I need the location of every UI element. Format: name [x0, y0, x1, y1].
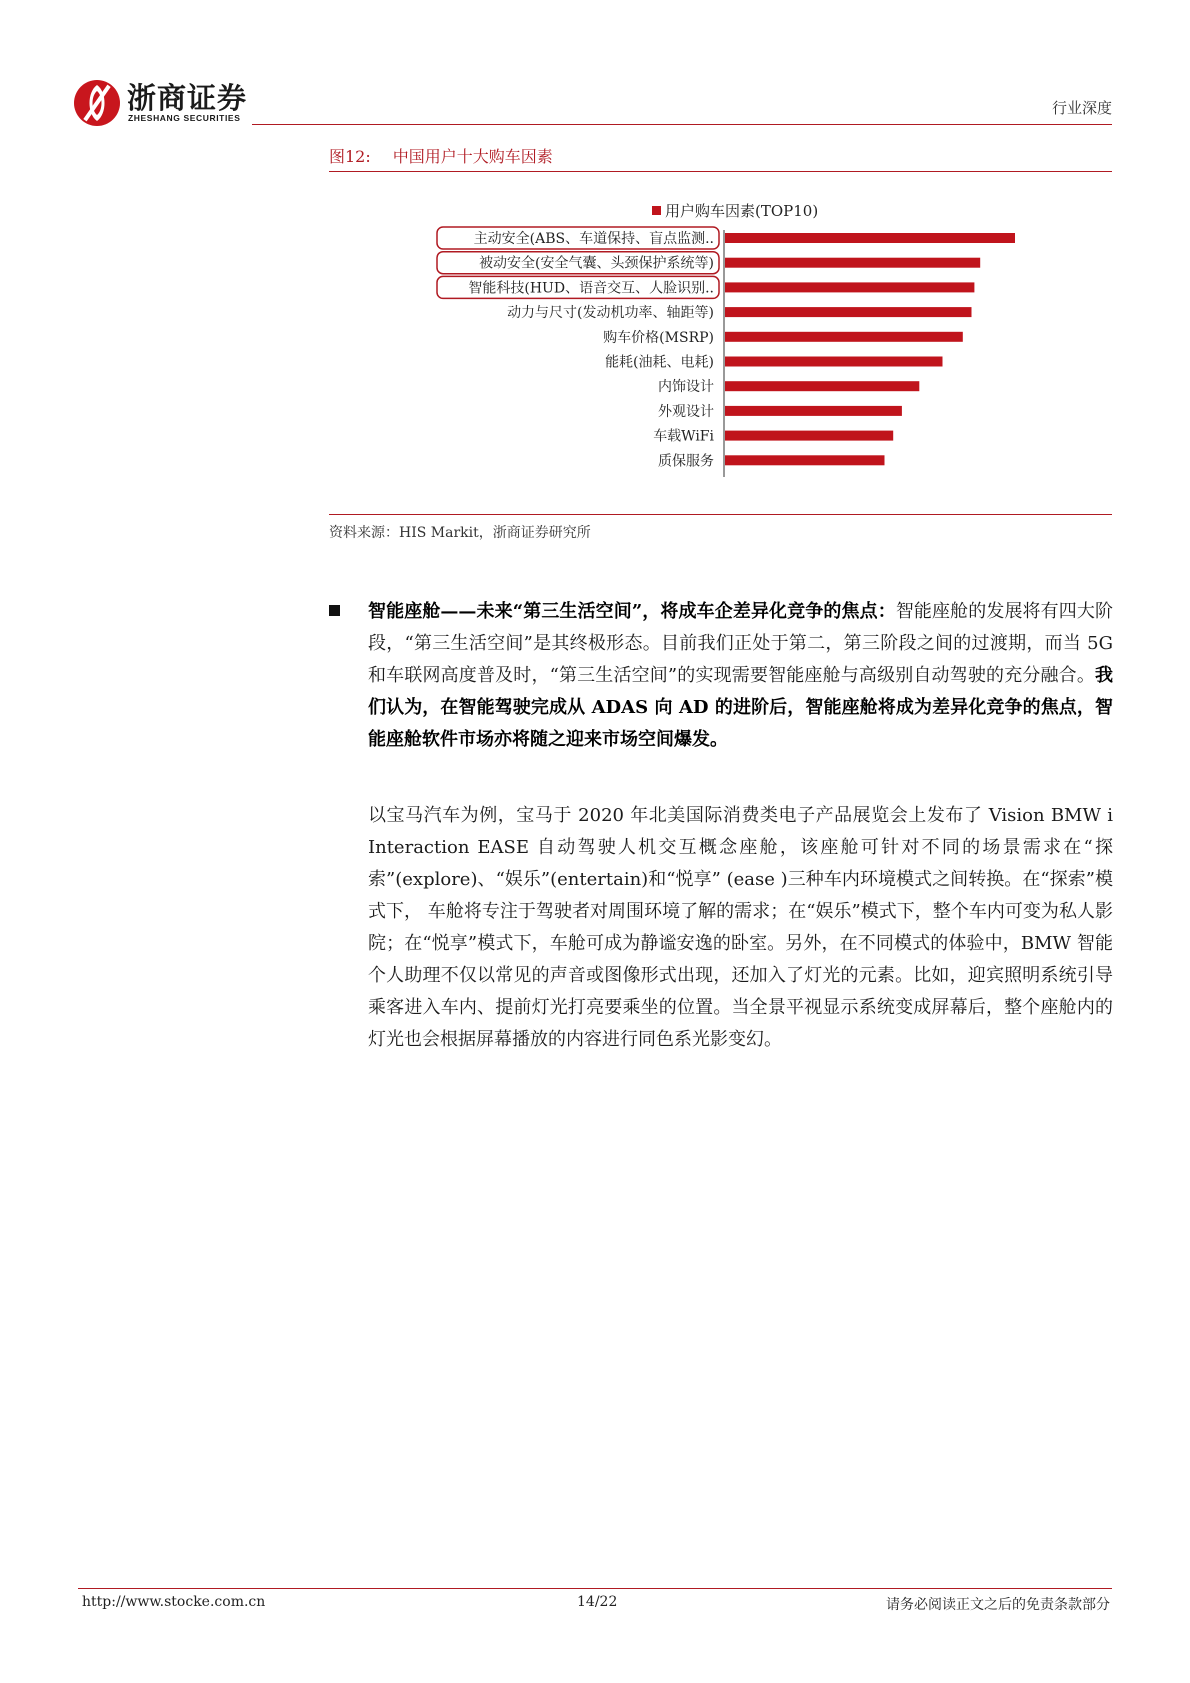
- bar-9: [725, 431, 893, 441]
- category-label-1: 主动安全(ABS、车道保持、盲点监测..: [473, 231, 714, 247]
- purchase-factors-bar-chart: [329, 190, 1129, 490]
- category-label-3: 智能科技(HUD、语音交互、人脸识别..: [468, 280, 714, 297]
- paragraph-bmw-example: 以宝马汽车为例，宝马于 2020 年北美国际消费类电子产品展览会上发布了 Vision BMW i Interaction EASE 自动驾驶人机交互概念座舱，该座舱可针对不同的场景需求在“探索”(explore)、“娱乐”(entertain)和“悦享” (ease )三种车内环境模式之间转换。在“探索”模式下， 车舱将专注于驾驶者对周围环境了解的需求；在“娱乐”模式下，整个车内可变为私人影院；在“悦享”模式下，车舱可成为静谧安逸的卧室。另外，在不同模式的体验中，BMW 智能个人助理不仅以常见的声音或图像形式出现，还加入了灯光的元素。比如，迎宾照明系统引导乘客进入车内、提前灯光打亮要乘坐的位置。当全景平视显示系统变成屏幕后，整个座舱内的灯光也会根据屏幕播放的内容进行同色系光影变幻。: [368, 805, 1113, 1050]
- category-label-2: 被动安全(安全气囊、头颈保护系统等): [479, 255, 714, 272]
- category-label-7: 内饰设计: [658, 379, 714, 396]
- figure-caption: [329, 144, 553, 167]
- legend-label: 用户购车因素(TOP10): [665, 202, 819, 220]
- bar-10: [725, 455, 885, 465]
- document-type-label: 行业深度: [1051, 99, 1112, 117]
- category-label-6: 能耗(油耗、电耗): [605, 354, 714, 371]
- figure-source: 资料来源：HIS Markit，浙商证券研究所: [329, 525, 591, 541]
- category-label-5: 购车价格(MSRP): [603, 329, 714, 346]
- category-label-8: 外观设计: [658, 403, 714, 420]
- category-label-10: 质保服务: [658, 453, 714, 470]
- category-label-4: 动力与尺寸(发动机功率、轴距等): [507, 305, 714, 322]
- paragraph-conclusion-bold: 我们认为，在智能驾驶完成从 ADAS 向 AD 的进阶后，智能座舱将成为差异化竞争的焦点，智能座舱软件市场亦将随之迎来市场空间爆发。: [368, 665, 1113, 750]
- footer-divider: [78, 1588, 1112, 1589]
- bar-7: [725, 381, 919, 391]
- paragraph-text: 智能座舱的发展将有四大阶段，“第三生活空间”是其终极形态。目前我们正处于第二，第三阶段之间的过渡期，而当 5G 和车联网高度普及时，“第三生活空间”的实现需要智能座舱与高级别自动驾驶的充分融合。: [368, 601, 1113, 686]
- bar-1: [725, 233, 1015, 243]
- logo-english-name: ZHESHANG SECURITIES: [128, 113, 241, 123]
- category-label-9: 车载WiFi: [653, 428, 714, 445]
- bar-4: [725, 307, 972, 317]
- figure-bottom-rule: [329, 514, 1112, 515]
- logo-chinese-name: 浙商证券: [127, 81, 248, 115]
- bar-5: [725, 332, 963, 342]
- bar-3: [725, 282, 974, 292]
- figure-title: 中国用户十大购车因素: [392, 147, 553, 166]
- bar-6: [725, 357, 943, 367]
- paragraph-lead-bold: 智能座舱——未来“第三生活空间”，将成车企差异化竞争的焦点：: [368, 601, 896, 622]
- page-header: [0, 0, 1190, 130]
- header-divider: [252, 124, 1112, 125]
- bullet-square-icon: [329, 605, 340, 616]
- bar-8: [725, 406, 902, 416]
- paragraph-smart-cockpit: [368, 596, 1113, 756]
- bar-2: [725, 258, 980, 268]
- footer-disclaimer: 请务必阅读正文之后的免责条款部分: [886, 1597, 1110, 1613]
- footer-website-link[interactable]: http://www.stocke.com.cn: [82, 1594, 266, 1610]
- page-number: 14/22: [577, 1594, 618, 1610]
- figure-number: 图12:: [329, 147, 371, 166]
- figure-top-rule: [329, 171, 1112, 172]
- company-logo-icon: [72, 78, 122, 128]
- legend-swatch: [652, 206, 661, 215]
